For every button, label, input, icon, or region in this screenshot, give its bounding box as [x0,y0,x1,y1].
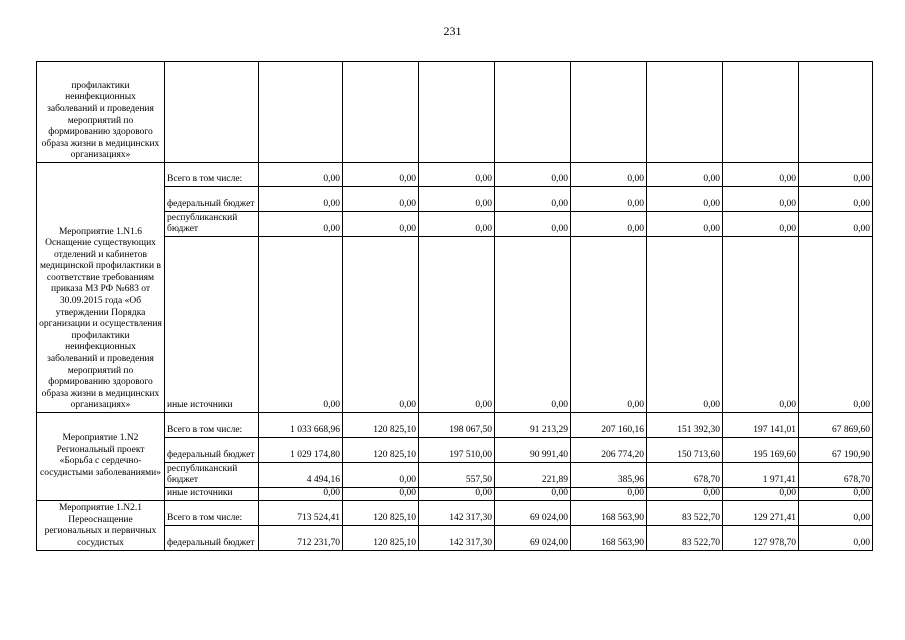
amount-cell: 1 029 174,80 [259,438,343,463]
amount-cell: 0,00 [419,237,495,413]
funding-source-cell: республиканский бюджет [165,212,259,237]
empty-cell [571,62,647,163]
amount-cell: 0,00 [495,488,571,501]
amount-cell: 67 190,90 [799,438,873,463]
activity-name-cell: профилактики неинфекционных заболеваний и проведения мероприятий по формированию здорового образа жизни в медицинских организациях» [37,62,165,163]
amount-cell: 90 991,40 [495,438,571,463]
empty-cell [799,62,873,163]
amount-cell: 0,00 [259,212,343,237]
amount-cell: 0,00 [571,163,647,187]
amount-cell: 207 160,16 [571,413,647,438]
amount-cell: 69 024,00 [495,525,571,550]
amount-cell: 1 971,41 [723,463,799,488]
amount-cell: 142 317,30 [419,500,495,525]
amount-cell: 712 231,70 [259,525,343,550]
amount-cell: 0,00 [259,237,343,413]
amount-cell: 120 825,10 [343,413,419,438]
amount-cell: 0,00 [259,163,343,187]
amount-cell: 0,00 [495,187,571,212]
amount-cell: 0,00 [571,488,647,501]
amount-cell: 198 067,50 [419,413,495,438]
amount-cell: 0,00 [419,488,495,501]
amount-cell: 197 141,01 [723,413,799,438]
amount-cell: 168 563,90 [571,525,647,550]
amount-cell: 0,00 [723,212,799,237]
amount-cell: 120 825,10 [343,500,419,525]
table-row [37,500,873,525]
amount-cell: 0,00 [647,212,723,237]
funding-source-cell: иные источники [165,488,259,501]
funding-source-cell: федеральный бюджет [165,187,259,212]
empty-cell [165,62,259,163]
activity-name-cell: Мероприятие 1.N2 Региональный проект «Борьба с сердечно-сосудистыми заболеваниями» [37,413,165,501]
amount-cell: 0,00 [723,187,799,212]
amount-cell: 0,00 [647,237,723,413]
amount-cell: 0,00 [647,488,723,501]
amount-cell: 0,00 [723,488,799,501]
amount-cell: 129 271,41 [723,500,799,525]
amount-cell: 168 563,90 [571,500,647,525]
amount-cell: 0,00 [799,488,873,501]
amount-cell: 0,00 [799,212,873,237]
table-row [37,163,873,187]
empty-cell [647,62,723,163]
table-row [37,62,873,163]
amount-cell: 0,00 [647,163,723,187]
amount-cell: 0,00 [799,500,873,525]
budget-table [36,61,873,551]
amount-cell: 206 774,20 [571,438,647,463]
amount-cell: 557,50 [419,463,495,488]
amount-cell: 0,00 [571,212,647,237]
funding-source-cell: федеральный бюджет [165,438,259,463]
amount-cell: 0,00 [343,237,419,413]
funding-source-cell: Всего в том числе: [165,163,259,187]
amount-cell: 0,00 [799,187,873,212]
amount-cell: 713 524,41 [259,500,343,525]
amount-cell: 0,00 [723,163,799,187]
amount-cell: 0,00 [343,212,419,237]
amount-cell: 0,00 [419,187,495,212]
amount-cell: 83 522,70 [647,500,723,525]
amount-cell: 221,89 [495,463,571,488]
amount-cell: 0,00 [343,187,419,212]
amount-cell: 127 978,70 [723,525,799,550]
amount-cell: 69 024,00 [495,500,571,525]
amount-cell: 1 033 668,96 [259,413,343,438]
activity-name-cell: Мероприятие 1.N1.6 Оснащение существующих отделений и кабинетов медицинской профилактики в соответствие требованиям приказа МЗ РФ №683 от 30.09.2015 года «Об утверждении Порядка организации и осуществления профилактики неинфекционных заболеваний и проведения мероприятий по формированию здорового образа жизни в медицинских организациях» [37,163,165,413]
activity-name-cell: Мероприятие 1.N2.1 Переоснащение региональных и первичных сосудистых [37,500,165,550]
amount-cell: 0,00 [495,237,571,413]
amount-cell: 678,70 [799,463,873,488]
amount-cell: 195 169,60 [723,438,799,463]
amount-cell: 0,00 [343,163,419,187]
empty-cell [343,62,419,163]
amount-cell: 0,00 [571,187,647,212]
amount-cell: 0,00 [343,463,419,488]
amount-cell: 0,00 [259,187,343,212]
empty-cell [259,62,343,163]
empty-cell [419,62,495,163]
amount-cell: 120 825,10 [343,525,419,550]
amount-cell: 150 713,60 [647,438,723,463]
amount-cell: 0,00 [419,163,495,187]
amount-cell: 0,00 [259,488,343,501]
amount-cell: 0,00 [799,237,873,413]
amount-cell: 142 317,30 [419,525,495,550]
amount-cell: 91 213,29 [495,413,571,438]
funding-source-cell: иные источники [165,237,259,413]
amount-cell: 0,00 [495,163,571,187]
funding-source-cell: Всего в том числе: [165,500,259,525]
amount-cell: 67 869,60 [799,413,873,438]
page-number: 231 [443,24,462,38]
amount-cell: 151 392,30 [647,413,723,438]
amount-cell: 0,00 [495,212,571,237]
amount-cell: 0,00 [571,237,647,413]
amount-cell: 0,00 [799,525,873,550]
amount-cell: 0,00 [647,187,723,212]
amount-cell: 0,00 [799,163,873,187]
amount-cell: 83 522,70 [647,525,723,550]
empty-cell [723,62,799,163]
amount-cell: 385,96 [571,463,647,488]
empty-cell [495,62,571,163]
amount-cell: 4 494,16 [259,463,343,488]
amount-cell: 120 825,10 [343,438,419,463]
amount-cell: 678,70 [647,463,723,488]
funding-source-cell: федеральный бюджет [165,525,259,550]
amount-cell: 0,00 [419,212,495,237]
funding-source-cell: Всего в том числе: [165,413,259,438]
amount-cell: 0,00 [723,237,799,413]
funding-source-cell: республиканский бюджет [165,463,259,488]
amount-cell: 0,00 [343,488,419,501]
amount-cell: 197 510,00 [419,438,495,463]
table-row [37,413,873,438]
